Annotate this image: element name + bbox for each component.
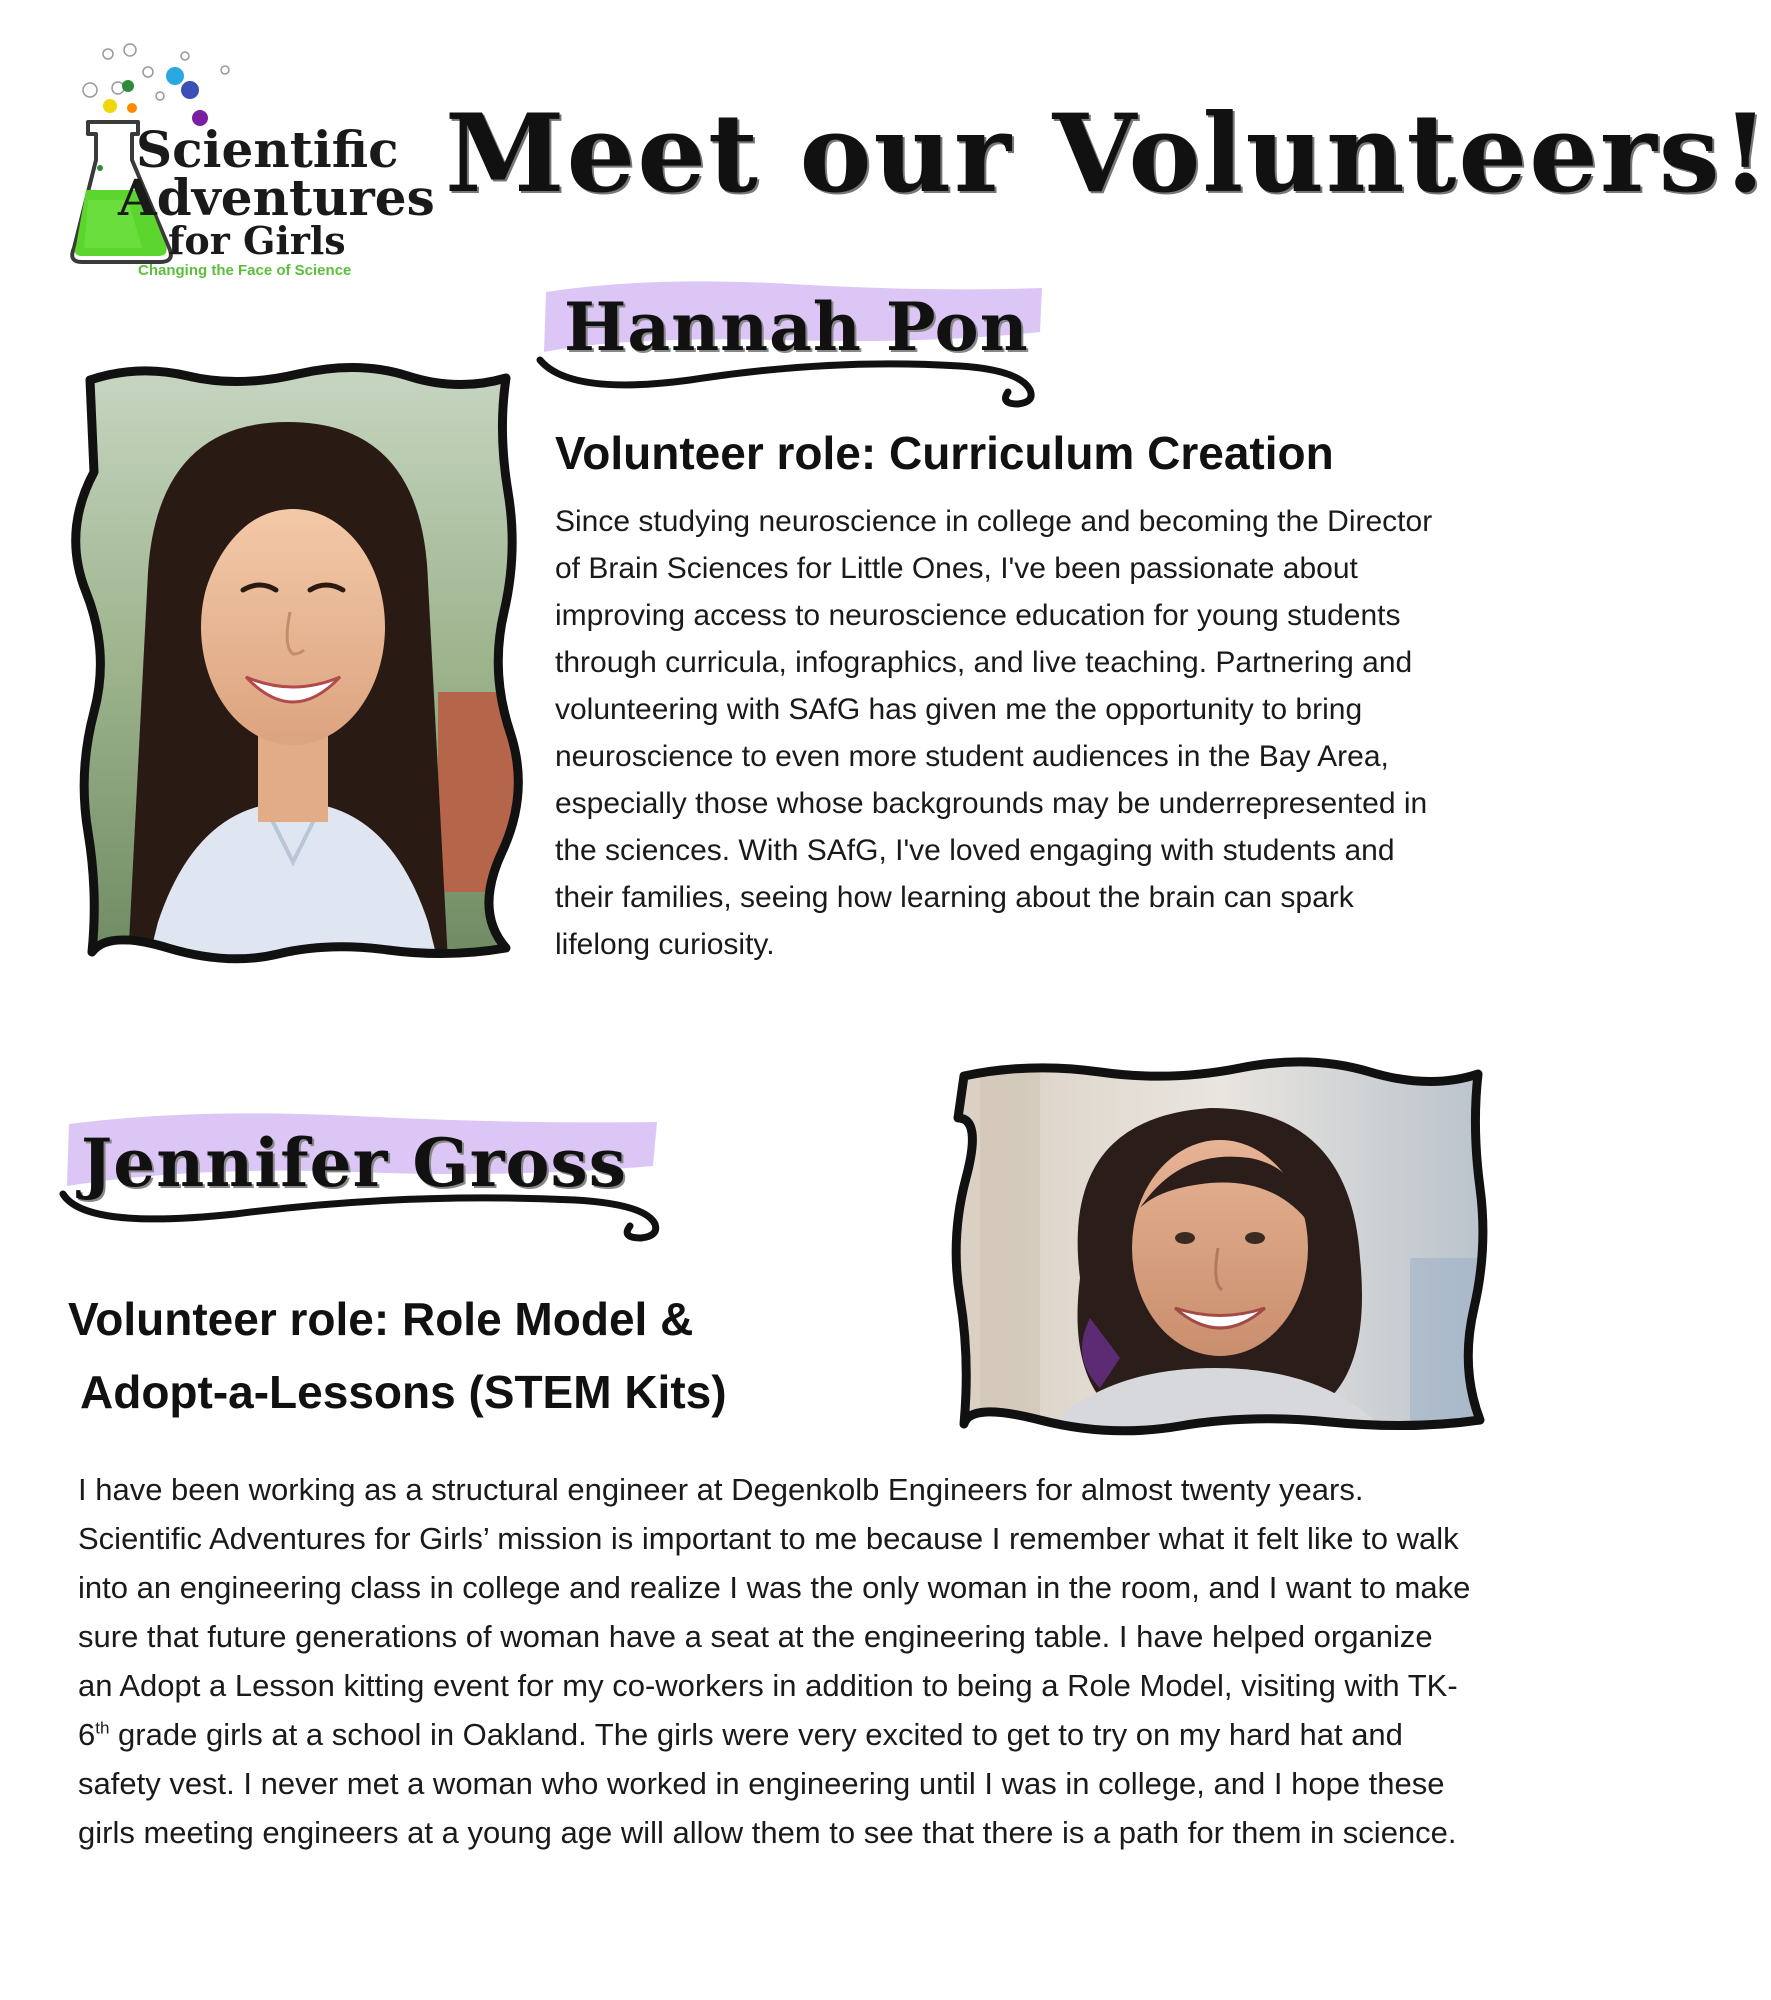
portrait-photo-icon — [950, 1058, 1490, 1436]
volunteer-role: Volunteer role: Curriculum Creation — [555, 427, 1334, 479]
logo-tagline: Changing the Face of Science — [138, 262, 352, 279]
name-banner-jennifer — [55, 1100, 627, 1240]
portrait-photo-icon — [78, 362, 518, 962]
logo-line-2: Adventures — [118, 168, 435, 227]
name-banner-hannah — [530, 270, 1050, 410]
volunteer-name: Hannah Pon — [564, 288, 1029, 366]
bio-text: I have been working as a structural engineer at Degenkolb Engineers for almost twenty years. Scientific Adventures for Girls’ mission is important to me because I remember what it felt like to walk into an engineering class in college and realize I was the only woman in the room, and I want to make sure that future generations of woman have a seat at the engineering table. I have helped organize an Adopt a Lesson kitting event for my co-workers in addition to being a Role Model, visiting with TK-6 — [78, 1472, 1471, 1752]
volunteer-role-line-1: Volunteer role: Role Model & — [68, 1293, 694, 1345]
volunteer-name: Jennifer Gross — [81, 1124, 627, 1202]
volunteer-role-line-2: Adopt-a-Lessons (STEM Kits) — [80, 1366, 727, 1418]
volunteer-photo-hannah — [78, 362, 518, 962]
volunteer-bio — [78, 1465, 1473, 1857]
organization-logo — [70, 40, 435, 285]
bio-superscript: th — [95, 1718, 110, 1738]
page-title: Meet our Volunteers! — [445, 91, 1771, 217]
bio-text-continued: grade girls at a school in Oakland. The girls were very excited to get to try on my hard hat and safety vest. I never met a woman who worked in engineering until I was in college, and I hope these girls meeting engineers at a young age will allow them to see that there is a path for them in science. — [78, 1717, 1457, 1850]
volunteer-bio — [555, 498, 1455, 968]
volunteer-photo-jennifer — [950, 1058, 1490, 1436]
logo-line-1: Scientific — [136, 120, 399, 179]
logo-line-3: for Girls — [168, 218, 346, 263]
bio-text: Since studying neuroscience in college and becoming the Director of Brain Sciences for Little Ones, I've been passionate about improving access to neuroscience education for young students through curricula, infographics, and live teaching. Partnering and volunteering with SAfG has given me the opportunity to bring neuroscience to even more student audiences in the Bay Area, especially those whose backgrounds may be underrepresented in the sciences. With SAfG, I've loved engaging with students and their families, seeing how learning about the brain can spark lifelong curiosity. — [555, 505, 1433, 961]
